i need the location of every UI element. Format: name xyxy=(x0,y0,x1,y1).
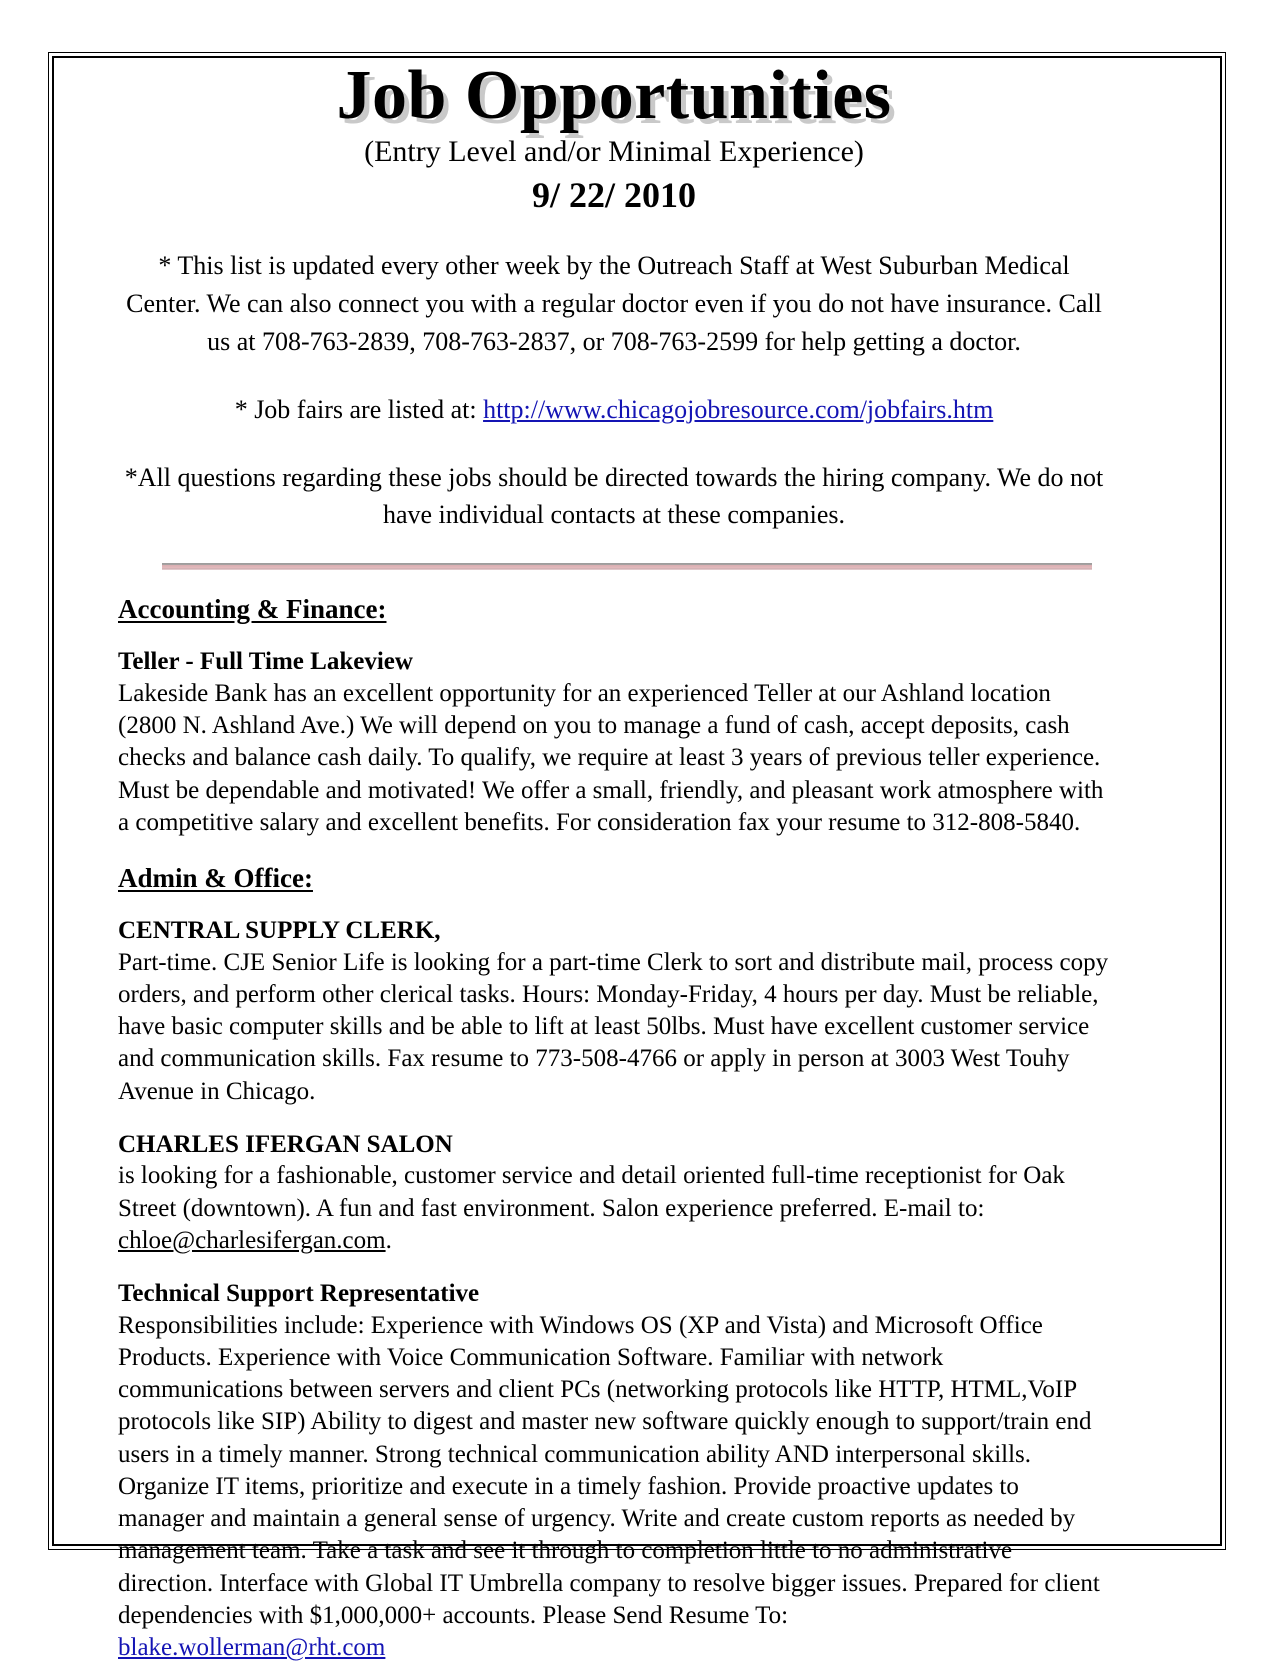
decorative-divider xyxy=(162,562,1092,570)
job-description-text: is looking for a fashionable, customer service and detail oriented full-time receptionist for Oak Street (downtown). A fun and fast environment. Salon experience preferred. E-mail to: xyxy=(118,1162,1065,1222)
jobfairs-url-link[interactable]: http://www.chicagojobresource.com/jobfairs.htm xyxy=(483,394,994,424)
section-heading-accounting-finance xyxy=(118,594,1110,625)
job-listing xyxy=(118,647,1110,839)
intro-disclaimer: *All questions regarding these jobs should be directed towards the hiring company. We do not have individual contacts at these companies. xyxy=(124,462,1104,530)
document-content xyxy=(118,57,1110,1664)
section-heading-admin-office xyxy=(118,863,1110,894)
contact-email-link[interactable]: blake.wollerman@rht.com xyxy=(118,1634,386,1662)
job-title: CENTRAL SUPPLY CLERK, xyxy=(118,917,441,945)
job-description: Lakeside Bank has an excellent opportunity for an experienced Teller at our Ashland location (2800 N. Ashland Ave.) We will depend on you to manage a fund of cash, accept deposits, cash checks and balance cash daily. To qualify, we require at least 3 years of previous teller experience. Must be dependable and motivated! We offer a small, friendly, and pleasant work atmosphere with a competitive salary and excellent benefits. For consideration fax your resume to 312-808-5840. xyxy=(118,679,1104,836)
job-description-text: Responsibilities include: Experience with Windows OS (XP and Vista) and Microsoft Office Products. Experience with Voice Communication Software. Familiar with network communications between servers and client PCs (networking protocols like HTTP, HTML,VoIP protocols like SIP) Ability to digest and master new software quickly enough to support/train end users in a timely manner. Strong technical communication ability AND interpersonal skills. Organize IT items, prioritize and execute in a timely fashion. Provide proactive updates to manager and maintain a general sense of urgency. Write and create custom reports as needed by management team. Take a task and see it through to completion little to no administrative direction. Interface with Global IT Umbrella company to resolve bigger issues. Prepared for client dependencies with $1,000,000+ accounts. Please Send Resume To: xyxy=(118,1311,1100,1629)
page-title: Job Opportunities xyxy=(336,57,892,134)
jobfairs-label: * Job fairs are listed at: xyxy=(234,394,484,424)
contact-email-link[interactable]: chloe@charlesifergan.com xyxy=(118,1226,386,1254)
job-listing xyxy=(118,916,1110,1108)
job-description xyxy=(118,1310,1110,1664)
job-description xyxy=(118,1160,1110,1257)
intro-notice: * This list is updated every other week by the Outreach Staff at West Suburban Medical Center. We can also connect you with a regular doctor even if you do not have insurance. Call us at 708-763-2839, 708-763-2837, or 708-763-2599 for help getting a doctor. xyxy=(126,250,1102,356)
page-date: 9/ 22/ 2010 xyxy=(531,175,696,216)
job-title: Teller - Full Time Lakeview xyxy=(118,648,413,676)
job-description: Part-time. CJE Senior Life is looking for a part-time Clerk to sort and distribute mail, process copy orders, and perform other clerical tasks. Hours: Monday-Friday, 4 hours per day. Must be reliable, have basic computer skills and be able to lift at least 50lbs. Must have excellent customer service and communication skills. Fax resume to 773-508-4766 or apply in person at 3003 West Touhy Avenue in Chicago. xyxy=(118,948,1109,1105)
job-title: Technical Support Representative xyxy=(118,1280,480,1308)
section-heading-label: Admin & Office: xyxy=(118,863,313,894)
job-listing xyxy=(118,1130,1110,1257)
job-listing xyxy=(118,1279,1110,1664)
page-subtitle: (Entry Level and/or Minimal Experience) xyxy=(364,134,864,168)
intro-jobfairs-line xyxy=(118,391,1110,429)
section-heading-label: Accounting & Finance: xyxy=(118,594,387,625)
job-description-tail: . xyxy=(385,1226,392,1254)
job-title: CHARLES IFERGAN SALON xyxy=(118,1130,453,1158)
